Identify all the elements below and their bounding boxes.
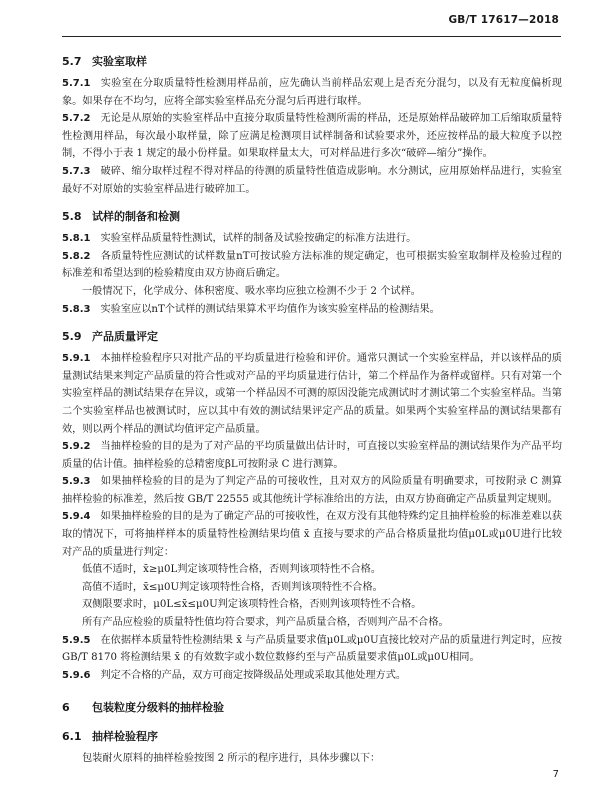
paragraph-6-1-intro: 包装耐火原料的抽样检验按图 2 所示的程序进行，具体步骤以下： bbox=[82, 753, 381, 765]
clause-text: 实验室在分取质量特性检测用样品前，应先确认当前样品宏观上是否充分混匀，以及有无粒度偏析现象。如果存在不均匀，应将全部实验室样品充分混匀后再进行取样。 bbox=[62, 78, 562, 107]
section-heading-5-8 bbox=[62, 207, 562, 227]
clause-number: 5.9.4 bbox=[62, 511, 91, 523]
criterion-two-sided: 双侧限要求时，μ0L≤x̄≤μ0U判定该项特性合格，否则判该项特性不合格。 bbox=[82, 599, 422, 611]
criterion-high-value: 高值不适时，x̄≤μ0U判定该项特性合格，否则判该项特性不合格。 bbox=[82, 581, 383, 593]
paragraph-5-8-2-note: 一般情况下，化学成分、体积密度、吸水率均应独立检测不少于 2 个试样。 bbox=[82, 285, 421, 297]
criterion-low-value: 低值不适时，x̄≥μ0L判定该项特性合格，否则判该项特性不合格。 bbox=[82, 564, 382, 576]
criterion-all-characteristics: 所有产品应检验的质量特性值均符合要求，判产品质量合格，否则判产品不合格。 bbox=[82, 617, 449, 629]
paragraph-5-9-6 bbox=[62, 667, 562, 685]
clause-text: 在依据样本质量特性检测结果 x̄ 与产品质量要求值μ0L或μ0U直接比较对产品的质量进行判定时，应按 GB/T 8170 将检测结果 x̄ 的有效数字或小数位数修约至与产品质量要求值μ0L或μ0U相同。 bbox=[62, 634, 562, 664]
clause-number: 5.7.3 bbox=[62, 165, 91, 177]
paragraph-5-7-1 bbox=[62, 75, 562, 110]
clause-text: 实验室样品质量特性测试，试样的制备及试验按确定的标准方法进行。 bbox=[100, 233, 417, 245]
clause-text: 如果抽样检验的目的是为了确定产品的可接收性，在双方没有其他特殊约定且抽样检验的标准差难以获取的情况下，可将抽样样本的质量特性检测结果均值 x̄ 直接与要求的产品合格质量批均值μ0L或μ0U进行比较对产品的质量进行判定： bbox=[62, 511, 562, 558]
header-rule bbox=[62, 36, 561, 37]
standard-code: GB/T 17617—2018 bbox=[448, 14, 559, 26]
paragraph-5-9-4 bbox=[62, 508, 562, 561]
clause-number: 5.7.1 bbox=[62, 78, 91, 89]
section-heading-5-7 bbox=[62, 52, 562, 72]
section-number: 5.7 bbox=[62, 55, 82, 68]
section-title: 抽样检验程序 bbox=[92, 730, 158, 744]
clause-number: 5.8.3 bbox=[62, 303, 91, 315]
clause-number: 5.8.2 bbox=[62, 250, 91, 262]
section-title: 试样的制备和检测 bbox=[92, 210, 180, 224]
section-heading-6-1 bbox=[62, 727, 562, 747]
page-body bbox=[62, 52, 562, 768]
section-number: 6.1 bbox=[62, 730, 82, 744]
section-title: 产品质量评定 bbox=[92, 330, 158, 344]
paragraph-5-7-3 bbox=[62, 163, 562, 198]
clause-text: 各质量特性应测试的试样数量nT可按试验方法标准的规定确定，也可根据实验室取制样及检验过程的标准差和希望达到的检验精度由双方协商后确定。 bbox=[62, 250, 562, 280]
section-heading-5-9 bbox=[62, 327, 562, 347]
clause-number: 5.9.3 bbox=[62, 476, 91, 488]
paragraph-5-9-2 bbox=[62, 438, 562, 473]
page-number: 7 bbox=[552, 769, 559, 780]
clause-number: 5.7.2 bbox=[62, 113, 91, 125]
section-title: 实验室取样 bbox=[92, 55, 147, 68]
clause-text: 无论是从原始的实验室样品中直接分取质量特性检测所需的样品，还是原始样品破碎加工后缩取质量特性检测用样品，每次最小取样量，除了应满足检测项目试样制备和试验要求外，还应按样品的最大粒度予以控制，不得小于表 1 规定的最小份样量。如果取样量太大，可对样品进行多次“破碎—缩分”操作。 bbox=[62, 113, 562, 160]
paragraph-5-8-3 bbox=[62, 301, 562, 319]
clause-number: 5.8.1 bbox=[62, 233, 91, 245]
chapter-heading-6 bbox=[62, 698, 562, 718]
clause-text: 判定不合格的产品，双方可商定按降级品处理或采取其他处理方式。 bbox=[100, 669, 407, 681]
section-number: 5.9 bbox=[62, 330, 82, 344]
paragraph-5-8-2 bbox=[62, 248, 562, 283]
clause-text: 实验室应以nT个试样的测试结果算术平均值作为该实验室样品的检测结果。 bbox=[100, 303, 440, 315]
clause-number: 5.9.6 bbox=[62, 669, 91, 681]
paragraph-5-8-1 bbox=[62, 230, 562, 248]
clause-number: 5.9.1 bbox=[62, 353, 91, 365]
chapter-title: 包装粒度分级料的抽样检验 bbox=[92, 701, 224, 715]
paragraph-5-9-1 bbox=[62, 350, 562, 438]
clause-text: 如果抽样检验的目的是为了判定产品的可接收性，且对双方的风险质量有明确要求，可按附录 C 测算抽样检验的标准差，然后按 GB/T 22555 或其他统计学标准给出的方法，由双方协商确定产品质量判定规则。 bbox=[62, 476, 562, 505]
clause-number: 5.9.2 bbox=[62, 441, 91, 453]
section-number: 5.8 bbox=[62, 210, 82, 224]
clause-text: 当抽样检验的目的是为了对产品的平均质量做出估计时，可直接以实验室样品的测试结果作为产品平均质量的估计值。抽样检验的总精密度βL可按附录 C 进行测算。 bbox=[62, 441, 562, 470]
clause-number: 5.9.5 bbox=[62, 634, 91, 646]
paragraph-5-9-5 bbox=[62, 632, 562, 667]
paragraph-5-7-2 bbox=[62, 110, 562, 163]
clause-text: 破碎、缩分取样过程不得对样品的待测的质量特性值造成影响。水分测试，应用原始样品进行，实验室最好不对原始的实验室样品进行破碎加工。 bbox=[62, 165, 562, 195]
clause-text: 本抽样检验程序只对批产品的平均质量进行检验和评价。通常只测试一个实验室样品，并以该样品的质量测试结果来判定产品质量的符合性或对产品的平均质量进行估计，第二个样品作为备样或留样。只有对第一个实验室样品的测试结果存在异议，或第一个样品因不可测的原因没能完成测试时才测试第二个实验室样品。当第二个实验室样品也被测试时，应以其中有效的测试结果评定产品的质量。如果两个实验室样品的测试结果都有效，则以两个样品的测试均值评定产品质量。 bbox=[62, 353, 562, 435]
chapter-number: 6 bbox=[62, 701, 70, 715]
paragraph-5-9-3 bbox=[62, 473, 562, 508]
